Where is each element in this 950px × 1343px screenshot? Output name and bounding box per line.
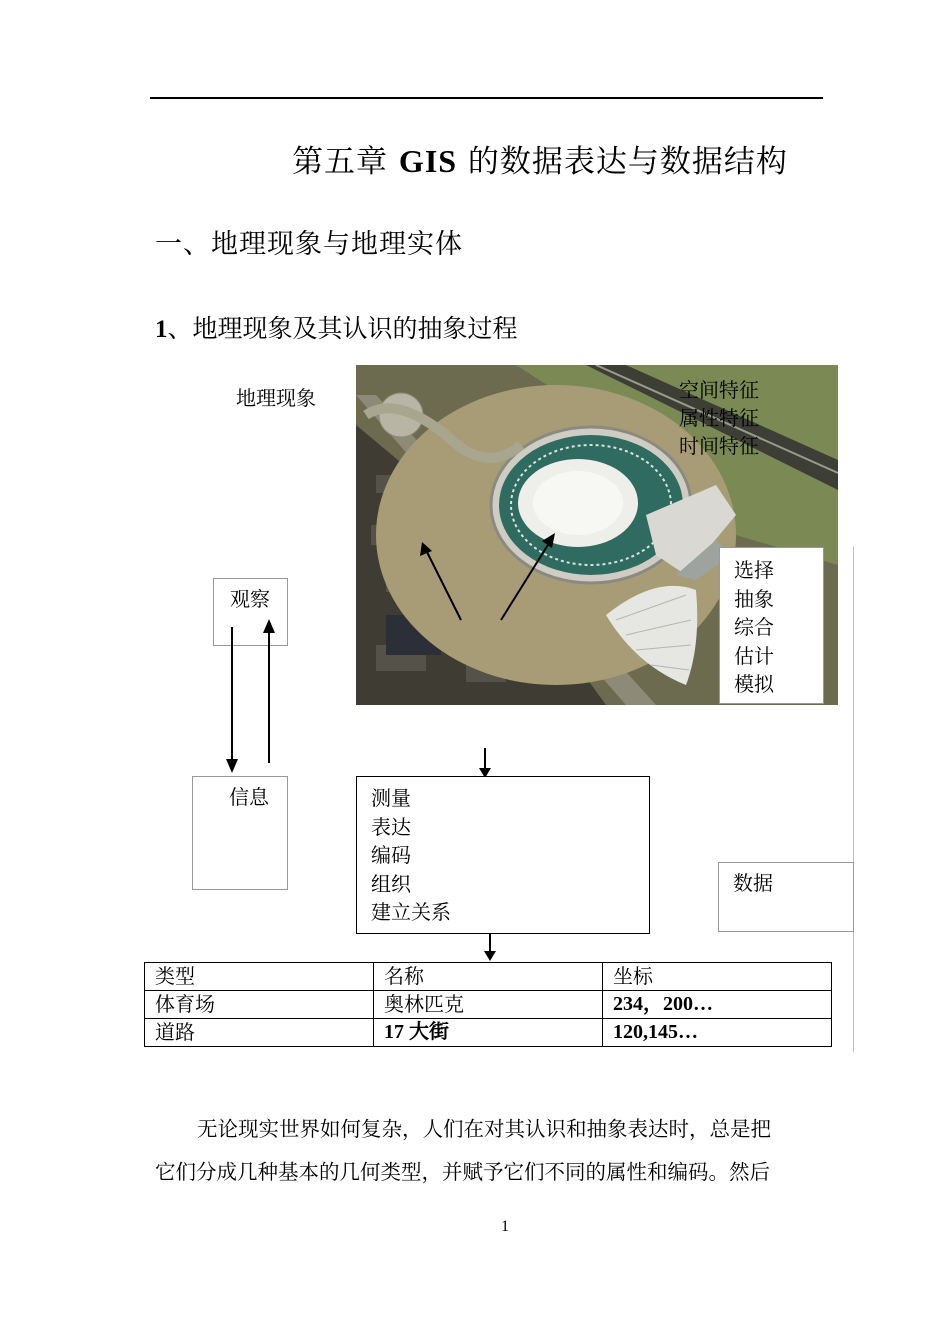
subsection-title: 、地理现象及其认识的抽象过程 (167, 314, 518, 343)
table-header-row (145, 963, 832, 991)
right-connector-line (853, 547, 854, 1052)
process-steps-box (719, 547, 824, 704)
feature-temporal: 时间特征 (679, 434, 759, 458)
chapter-title-latin: GIS (398, 143, 458, 179)
process-step: 估计 (734, 643, 774, 668)
measure-step: 测量 (371, 786, 411, 810)
table-cell: 道路 (145, 1019, 374, 1047)
chapter-title-prefix: 第五章 (292, 144, 389, 180)
feature-list (679, 376, 759, 460)
table-cell: 234，200… (603, 991, 832, 1019)
attribute-table (144, 962, 832, 1047)
chapter-title-suffix: 的数据表达与数据结构 (467, 144, 788, 180)
process-step: 综合 (734, 615, 774, 639)
measure-step: 建立关系 (371, 900, 451, 924)
phenomenon-label: 地理现象 (236, 386, 316, 410)
paragraph-line: 它们分成几种基本的几何类型，并赋予它们不同的属性和编码。然后 (155, 1160, 770, 1184)
data-label: 数据 (733, 871, 773, 895)
table-row (145, 991, 832, 1019)
process-step: 模拟 (734, 672, 774, 696)
table-header-cell: 类型 (145, 963, 374, 991)
feature-spatial: 空间特征 (679, 378, 759, 402)
data-box (718, 862, 854, 932)
measure-steps-box (356, 776, 650, 934)
subsection-heading (155, 309, 518, 345)
process-step: 抽象 (734, 586, 774, 611)
table-header-cell: 名称 (374, 963, 603, 991)
process-step: 选择 (734, 558, 774, 582)
arrow-down-to-table (480, 933, 500, 963)
table-header-cell: 坐标 (603, 963, 832, 991)
header-rule (150, 97, 823, 99)
measure-step: 编码 (371, 843, 411, 867)
info-label: 信息 (229, 785, 269, 809)
table-cell: 体育场 (145, 991, 374, 1019)
subsection-number: 1 (155, 316, 168, 343)
feature-attribute: 属性特征 (679, 406, 759, 430)
table-cell: 17 大街 (374, 1019, 603, 1047)
info-box (192, 776, 288, 890)
table-cell: 奥林匹克 (374, 991, 603, 1019)
measure-step: 表达 (371, 814, 411, 839)
table-cell: 120,145… (603, 1019, 832, 1047)
section-heading: 一、地理现象与地理实体 (155, 229, 463, 260)
measure-step: 组织 (371, 871, 411, 896)
table-row (145, 1019, 832, 1047)
observe-label: 观察 (230, 587, 270, 611)
page-number: 1 (501, 1218, 509, 1235)
observe-info-arrows (220, 615, 280, 775)
body-paragraph (155, 1108, 823, 1194)
paragraph-line: 无论现实世界如何复杂，人们在对其认识和抽象表达时，总是把 (197, 1117, 771, 1141)
chapter-title (150, 136, 930, 181)
